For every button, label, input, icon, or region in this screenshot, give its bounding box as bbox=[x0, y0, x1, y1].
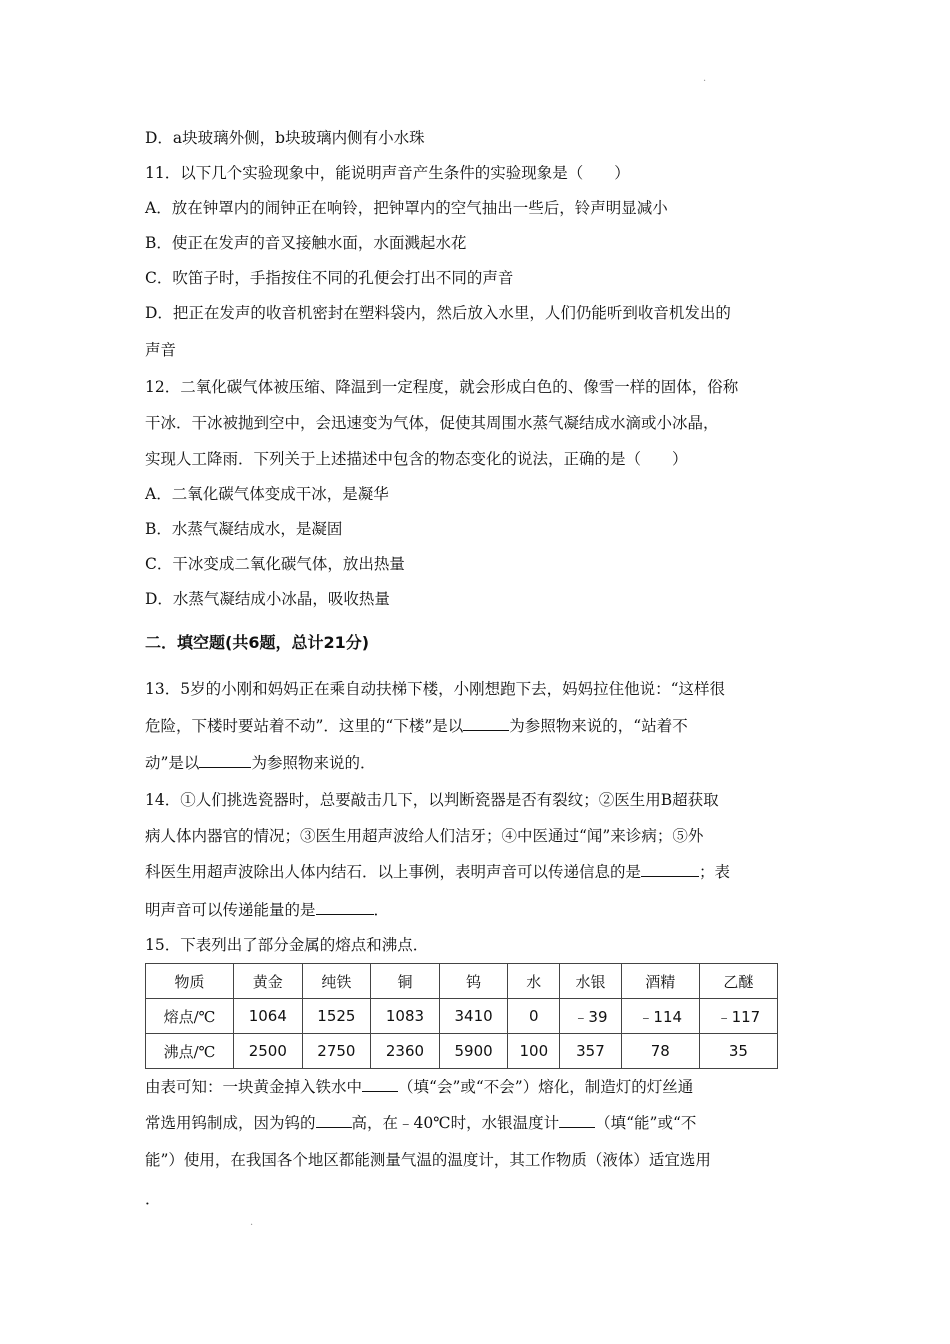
q12-stem-line1: 12．二氧化碳气体被压缩、降温到一定程度，就会形成白色的、像雪一样的固体，俗称 bbox=[145, 378, 739, 396]
q15-line1-text-a: 由表可知：一块黄金掉入铁水中 bbox=[145, 1078, 363, 1096]
table-row-boiling bbox=[146, 1034, 778, 1069]
table-cell: 1064 bbox=[234, 999, 303, 1034]
q14-line1: 14．①人们挑选瓷器时，总要敲击几下，以判断瓷器是否有裂纹；②医生用B超获取 bbox=[145, 791, 719, 809]
table-cell: ﹣39 bbox=[560, 999, 621, 1034]
table-cell: 2750 bbox=[302, 1034, 371, 1069]
q12-option-b: B．水蒸气凝结成水，是凝固 bbox=[145, 520, 343, 538]
table-cell: 1083 bbox=[371, 999, 440, 1034]
table-header-cell: 纯铁 bbox=[302, 964, 371, 999]
table-header-cell: 黄金 bbox=[234, 964, 303, 999]
table-cell: 2360 bbox=[371, 1034, 440, 1069]
table-cell: ﹣117 bbox=[699, 999, 777, 1034]
q12-option-a: A．二氧化碳气体变成干冰，是凝华 bbox=[145, 485, 389, 503]
q14-line3-text-a: 科医生用超声波除出人体内结石．以上事例，表明声音可以传递信息的是 bbox=[145, 863, 642, 881]
q12-stem-line2: 干冰．干冰被抛到空中，会迅速变为气体，促使其周围水蒸气凝结成水滴或小冰晶， bbox=[145, 414, 719, 432]
table-cell: 1525 bbox=[302, 999, 371, 1034]
table-cell: ﹣114 bbox=[621, 999, 699, 1034]
table-header-row bbox=[146, 964, 778, 999]
table-cell: 0 bbox=[508, 999, 560, 1034]
q13-line3-text-a: 动”是以 bbox=[145, 754, 200, 772]
q14-line4-text-b: ． bbox=[373, 901, 390, 919]
q11-stem: 11．以下几个实验现象中，能说明声音产生条件的实验现象是（ ） bbox=[145, 164, 630, 182]
q14-line4-text-a: 明声音可以传递能量的是 bbox=[145, 901, 316, 919]
q15-line3: 能”）使用，在我国各个地区都能测量气温的温度计，其工作物质（液体）适宜选用 bbox=[145, 1151, 711, 1169]
q15-answer-blank-3[interactable] bbox=[559, 1113, 595, 1128]
q15-line4: ． bbox=[145, 1190, 161, 1208]
scan-dot: · bbox=[250, 1220, 254, 1231]
q14-line3 bbox=[145, 861, 810, 883]
table-row-label: 熔点/℃ bbox=[146, 999, 234, 1034]
table-header-cell: 乙醚 bbox=[699, 964, 777, 999]
q15-line2-text-a: 常选用钨制成，因为钨的 bbox=[145, 1114, 316, 1132]
q13-answer-blank-1[interactable] bbox=[463, 716, 509, 731]
q11-option-d-line1: D．把正在发声的收音机密封在塑料袋内，然后放入水里，人们仍能听到收音机发出的 bbox=[145, 304, 731, 322]
q10-option-d: D．a块玻璃外侧，b块玻璃内侧有小水珠 bbox=[145, 129, 425, 147]
q13-line2-text-b: 为参照物来说的，“站着不 bbox=[509, 717, 688, 735]
q15-answer-blank-1[interactable] bbox=[362, 1077, 398, 1092]
table-header-cell: 铜 bbox=[371, 964, 440, 999]
q14-answer-blank-1[interactable] bbox=[641, 862, 699, 877]
scan-dot: · bbox=[703, 76, 707, 87]
q11-option-c: C．吹笛子时，手指按住不同的孔便会打出不同的声音 bbox=[145, 269, 514, 287]
q14-line3-text-b: ；表 bbox=[699, 863, 731, 881]
q15-line2-text-b: 高，在﹣40℃时，水银温度计 bbox=[351, 1114, 560, 1132]
section2-title: 二．填空题(共6题，总计21分) bbox=[145, 633, 370, 652]
q15-line2-text-c: （填“能”或“不 bbox=[595, 1114, 697, 1132]
table-header-cell: 水银 bbox=[560, 964, 621, 999]
q11-option-b: B．使正在发声的音叉接触水面，水面溅起水花 bbox=[145, 234, 467, 252]
q14-line4 bbox=[145, 899, 810, 921]
table-row-melting bbox=[146, 999, 778, 1034]
table-header-cell: 酒精 bbox=[621, 964, 699, 999]
q13-line1: 13．5岁的小刚和妈妈正在乘自动扶梯下楼，小刚想跑下去，妈妈拉住他说：“这样很 bbox=[145, 680, 726, 698]
melting-boiling-table bbox=[145, 963, 778, 1069]
q15-stem: 15．下表列出了部分金属的熔点和沸点． bbox=[145, 936, 429, 954]
q13-line3 bbox=[145, 752, 810, 774]
q14-line2: 病人体内器官的情况；③医生用超声波给人们洁牙；④中医通过“闻”来诊病；⑤外 bbox=[145, 827, 704, 845]
q11-option-d-line2: 声音 bbox=[145, 341, 177, 359]
q15-line1-text-b: （填“会”或“不会”）熔化，制造灯的灯丝通 bbox=[398, 1078, 694, 1096]
table-header-cell: 钨 bbox=[439, 964, 508, 999]
q13-line2 bbox=[145, 715, 810, 737]
table-cell: 3410 bbox=[439, 999, 508, 1034]
table-cell: 5900 bbox=[439, 1034, 508, 1069]
q11-option-a: A．放在钟罩内的闹钟正在响铃，把钟罩内的空气抽出一些后，铃声明显减小 bbox=[145, 199, 668, 217]
q15-answer-blank-2[interactable] bbox=[316, 1113, 352, 1128]
q12-stem-line3: 实现人工降雨．下列关于上述描述中包含的物态变化的说法，正确的是（ ） bbox=[145, 450, 688, 468]
table-row-label: 沸点/℃ bbox=[146, 1034, 234, 1069]
table-cell: 78 bbox=[621, 1034, 699, 1069]
q13-line2-text-a: 危险，下楼时要站着不动”．这里的“下楼”是以 bbox=[145, 717, 464, 735]
q15-line2 bbox=[145, 1112, 810, 1134]
q13-line3-text-b: 为参照物来说的． bbox=[251, 754, 376, 772]
table-cell: 357 bbox=[560, 1034, 621, 1069]
q14-answer-blank-2[interactable] bbox=[316, 900, 374, 915]
q13-answer-blank-2[interactable] bbox=[199, 753, 251, 768]
table-header-cell: 物质 bbox=[146, 964, 234, 999]
q15-line1 bbox=[145, 1076, 810, 1098]
q12-option-c: C．干冰变成二氧化碳气体，放出热量 bbox=[145, 555, 405, 573]
table-header-cell: 水 bbox=[508, 964, 560, 999]
q12-option-d: D．水蒸气凝结成小冰晶，吸收热量 bbox=[145, 590, 390, 608]
table-cell: 100 bbox=[508, 1034, 560, 1069]
table-cell: 35 bbox=[699, 1034, 777, 1069]
table-cell: 2500 bbox=[234, 1034, 303, 1069]
